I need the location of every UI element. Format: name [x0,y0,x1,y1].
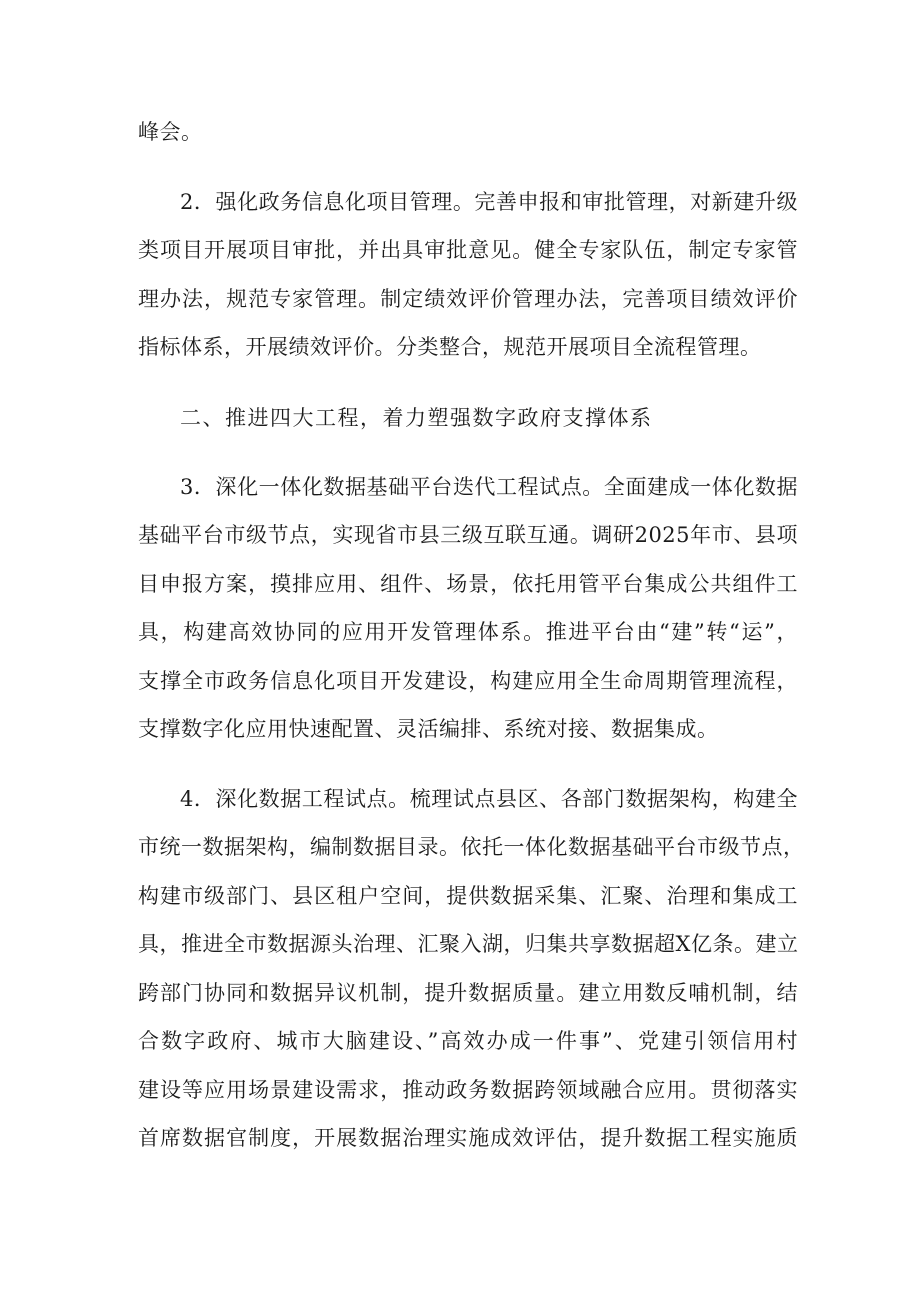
item4-line-1: 4．深化数据工程试点。梳理试点县区、各部门数据架构，构建全 [180,787,798,811]
item2-line-1: 2．强化政务信息化项目管理。完善申报和审批管理，对新建升级 [180,190,798,214]
item4-line-6: 合数字政府、城市大脑建设、”高效办成一件事”、党建引领信用村 [138,1029,798,1053]
item4-line-7: 建设等应用场景建设需求，推动政务数据跨领域融合应用。贯彻落实 [138,1078,798,1102]
item2-line-3: 理办法，规范专家管理。制定绩效评价管理办法，完善项目绩效评价 [138,287,798,311]
section-heading: 二、推进四大工程，着力塑强数字政府支撑体系 [180,406,653,430]
item3-line-1: 3．深化一体化数据基础平台迭代工程试点。全面建成一体化数据 [180,475,798,499]
item3-line-6: 支撑数字化应用快速配置、灵活编排、系统对接、数据集成。 [138,717,719,741]
item3-line-4: 具，构建高效协同的应用开发管理体系。推进平台由“建”转“运”， [138,620,798,644]
item4-line-5: 跨部门协同和数据异议机制，提升数据质量。建立用数反哺机制，结 [138,981,798,1005]
item4-line-4: 具，推进全市数据源头治理、汇聚入湖，归集共享数据超X亿条。建立 [138,932,799,956]
item4-line-3: 构建市级部门、县区租户空间，提供数据采集、汇聚、治理和集成工 [138,884,798,908]
item4-line-8: 首席数据官制度，开展数据治理实施成效评估，提升数据工程实施质 [138,1126,798,1150]
item3-line-3: 目申报方案，摸排应用、组件、场景，依托用管平台集成公共组件工 [138,572,798,596]
continuation-text: 峰会。 [138,120,203,144]
item3-line-5: 支撑全市政务信息化项目开发建设，构建应用全生命周期管理流程， [138,669,798,693]
item3-line-2: 基础平台市级节点，实现省市县三级互联互通。调研2025年市、县项 [138,523,798,547]
item2-line-2: 类项目开展项目审批，并出具审批意见。健全专家队伍，制定专家管 [138,238,798,262]
item4-line-2: 市统一数据架构，编制数据目录。依托一体化数据基础平台市级节点， [138,835,805,859]
item2-line-4: 指标体系，开展绩效评价。分类整合，规范开展项目全流程管理。 [138,335,762,359]
